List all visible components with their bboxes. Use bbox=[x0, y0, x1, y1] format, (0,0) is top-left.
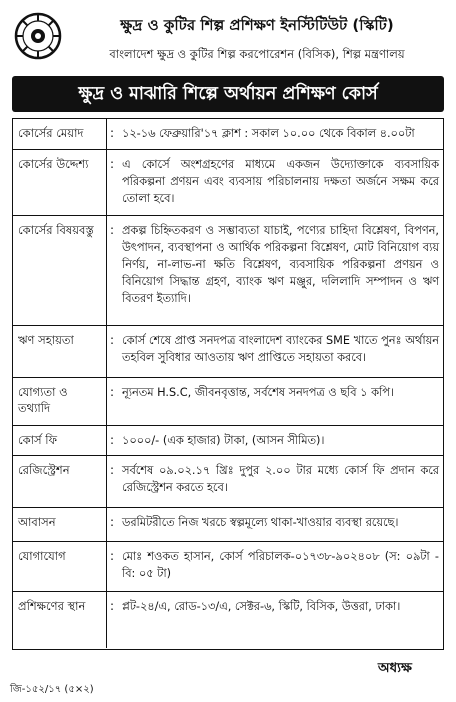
row-loan-support bbox=[13, 325, 443, 377]
row-label: কোর্সের বিষয়বস্তু bbox=[13, 216, 107, 325]
row-colon: : bbox=[110, 463, 115, 477]
row-course-fee bbox=[13, 425, 443, 455]
skiti-emblem-icon bbox=[14, 12, 62, 60]
row-contact bbox=[13, 541, 443, 591]
row-colon: : bbox=[110, 549, 115, 563]
row-label: কোর্সের মেয়াদ bbox=[13, 119, 107, 149]
row-label: কোর্স ফি bbox=[13, 426, 107, 455]
row-value: সর্বশেষ ০৯.০২.১৭ খ্রিঃ দুপুর ২.০০ টার মধ্যে কোর্স ফি প্রদান করে রেজিস্ট্রেশন করতে হবে। bbox=[122, 464, 439, 494]
row-accommodation bbox=[13, 507, 443, 541]
org-subtitle: বাংলাদেশ ক্ষুদ্র ও কুটির শিল্প করপোরেশন (বিসিক), শিল্প মন্ত্রণালয় bbox=[109, 47, 405, 61]
org-name: ক্ষুদ্র ও কুটির শিল্প প্রশিক্ষণ ইনস্টিটিউট (স্কিটি) bbox=[120, 16, 394, 34]
row-value: প্লট-২৪/এ, রোড-১৩/এ, সেক্টর-৬, স্কিটি, বিসিক, উত্তরা, ঢাকা। bbox=[122, 600, 401, 613]
row-colon: : bbox=[110, 157, 115, 171]
row-eligibility bbox=[13, 377, 443, 425]
row-label: কোর্সের উদ্দেশ্য bbox=[13, 150, 107, 215]
row-value: ডরমিটরীতে নিজ খরচে স্বল্পমূল্যে থাকা-খাওয়ার ব্যবস্থা রয়েছে। bbox=[122, 516, 399, 529]
row-label: রেজিস্ট্রেশন bbox=[13, 456, 107, 507]
row-label: প্রশিক্ষণের স্থান bbox=[13, 592, 107, 648]
row-duration bbox=[13, 119, 443, 149]
row-value: প্রকল্প চিহ্নিতকরণ ও সম্ভাব্যতা যাচাই, পণ্যের চাহিদা বিশ্লেষণ, বিপণন, উৎপাদন, ব্যবস্থাপনা ও আর্থিক পরিকল্পনা বিশ্লেষণ, মোট বিনিয়োগ ব্যয় নির্ণয়, না-লাভ-না ক্ষতি বিশ্লেষণ, ব্যবসায়িক পরিকল্পনা প্রণয়ন ও বিনিয়োগ সিদ্ধান্ত গ্রহণ, ব্যাংক ঋণ মঞ্জুর, দলিলাদি সম্পাদন ও ঋণ বিতরণ ইত্যাদি। bbox=[122, 224, 439, 305]
row-content bbox=[13, 215, 443, 325]
row-venue bbox=[13, 591, 443, 648]
row-registration bbox=[13, 455, 443, 507]
row-colon: : bbox=[110, 333, 115, 347]
row-objective bbox=[13, 149, 443, 215]
row-label: যোগাযোগ bbox=[13, 542, 107, 591]
row-colon: : bbox=[110, 599, 115, 613]
signature-title: অধ্যক্ষ bbox=[377, 660, 412, 676]
row-value: ১০০০/- (এক হাজার) টাকা, (আসন সীমিত)। bbox=[122, 434, 325, 447]
notice-code: জি-১৫২/১৭ (৫×২) bbox=[10, 684, 94, 695]
header bbox=[8, 6, 448, 72]
row-value: মোঃ শওকত হাসান, কোর্স পরিচালক-০১৭৩৮-৯০২৪০৮ (স: ০৯টা - বি: ০৫ টা) bbox=[122, 550, 439, 580]
row-label: ঋণ সহায়তা bbox=[13, 326, 107, 377]
course-details-table bbox=[12, 118, 444, 650]
row-colon: : bbox=[110, 433, 115, 447]
row-value: ন্যূনতম H.S.C, জীবনবৃত্তান্ত, সর্বশেষ সনদপত্র ও ছবি ১ কপি। bbox=[122, 386, 394, 399]
row-colon: : bbox=[110, 385, 115, 399]
row-value: ১২-১৬ ফেব্রুয়ারি'১৭ ক্লাশ : সকাল ১০.০০ থেকে বিকাল ৪.০০টা bbox=[122, 127, 415, 140]
row-value: কোর্স শেষে প্রাপ্ত সনদপত্র বাংলাদেশ ব্যাংকের SME খাতে পুনঃ অর্থায়ন তহবিল সুবিধার আওতায় ঋণ প্রাপ্তিতে সহায়তা করবে। bbox=[122, 334, 439, 364]
row-value: এ কোর্সে অংশগ্রহণের মাধ্যমে একজন উদ্যোক্তাকে ব্যবসায়িক পরিকল্পনা প্রণয়ন এবং ব্যবসায় পরিচালনায় দক্ষতা অর্জনে সক্ষম করে তোলা হবে। bbox=[122, 158, 439, 205]
course-title-banner: ক্ষুদ্র ও মাঝারি শিল্পে অর্থায়ন প্রশিক্ষণ কোর্স bbox=[12, 76, 444, 112]
row-colon: : bbox=[110, 223, 115, 237]
row-colon: : bbox=[110, 515, 115, 529]
row-colon: : bbox=[110, 126, 115, 140]
row-label: আবাসন bbox=[13, 508, 107, 541]
row-label: যোগ্যতা ও তথ্যাদি bbox=[13, 378, 107, 425]
